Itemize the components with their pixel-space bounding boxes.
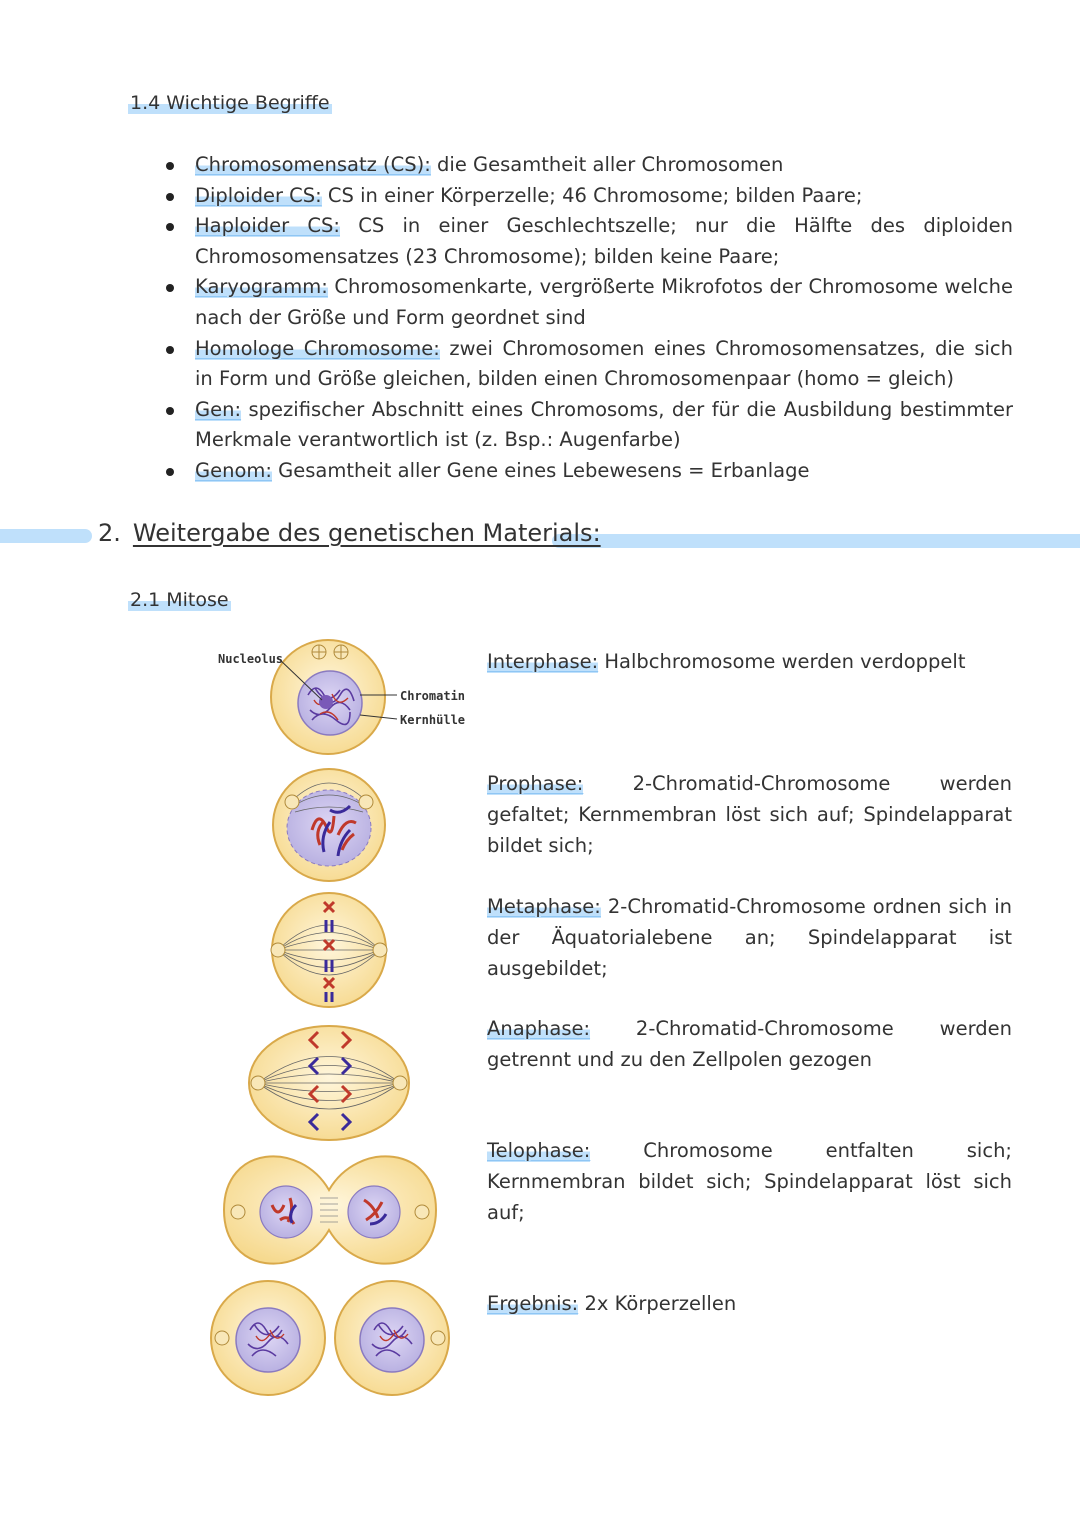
cell-prophase bbox=[273, 769, 385, 881]
phase-anaphase: Anaphase: 2-Chromatid-Chromosome werden getrennt und zu den Zellpolen gezogen bbox=[487, 1017, 1012, 1071]
label-nucleolus: Nucleolus bbox=[218, 652, 284, 666]
section-1-4-heading: 1.4 Wichtige Begriffe bbox=[130, 92, 330, 114]
cell-metaphase bbox=[271, 893, 387, 1007]
heading-bar-left bbox=[0, 529, 92, 543]
cell-telophase bbox=[224, 1156, 436, 1263]
phase-telophase: Telophase: Chromosome entfalten sich; Kernmembran bildet sich; Spindelapparat löst sich auf; bbox=[487, 1139, 1012, 1224]
heading-bar-right bbox=[552, 534, 1080, 548]
phase-ergebnis: Ergebnis: 2x Körperzellen bbox=[487, 1292, 737, 1315]
terms-list bbox=[163, 150, 1013, 487]
list-item: Haploider CS: CS in einer Geschlechtszelle; nur die Hälfte des diploiden Chromosomensatzes (23 Chromosome); bilden keine Paare; bbox=[163, 211, 1013, 272]
label-chromatin: Chromatin bbox=[400, 689, 466, 703]
cell-result-right bbox=[335, 1281, 449, 1395]
section-2-1-heading: 2.1 Mitose bbox=[130, 589, 229, 611]
cell-interphase bbox=[218, 640, 465, 754]
list-item: Chromosomensatz (CS): die Gesamtheit aller Chromosomen bbox=[163, 150, 1013, 181]
list-item: Diploider CS: CS in einer Körperzelle; 46 Chromosome; bilden Paare; bbox=[163, 181, 1013, 212]
phase-prophase: Prophase: 2-Chromatid-Chromosome werden gefaltet; Kernmembran löst sich auf; Spindelapparat bildet sich; bbox=[487, 772, 1012, 857]
list-item: Karyogramm: Chromosomenkarte, vergrößerte Mikrofotos der Chromosome welche nach der Größe und Form geordnet sind bbox=[163, 272, 1013, 333]
list-item: Gen: spezifischer Abschnitt eines Chromosoms, der für die Ausbildung bestimmter Merkmale verantwortlich ist (z. Bsp.: Augenfarbe) bbox=[163, 395, 1013, 456]
list-item: Genom: Gesamtheit aller Gene eines Lebewesens = Erbanlage bbox=[163, 456, 1013, 487]
phase-interphase: Interphase: Halbchromosome werden verdoppelt bbox=[487, 650, 966, 673]
list-item: Homologe Chromosome: zwei Chromosomen eines Chromosomensatzes, die sich in Form und Größe gleichen, bilden einen Chromosomenpaar (homo = gleich) bbox=[163, 334, 1013, 395]
section-2-heading: 2. Weitergabe des genetischen Materials: bbox=[98, 519, 601, 547]
cell-result-left bbox=[211, 1281, 325, 1395]
cell-anaphase bbox=[249, 1026, 409, 1140]
label-kernhuelle: Kernhülle bbox=[400, 713, 466, 727]
mitosis-diagram bbox=[200, 630, 480, 1400]
phase-metaphase: Metaphase: 2-Chromatid-Chromosome ordnen sich in der Äquatorialebene an; Spindelapparat ist ausgebildet; bbox=[487, 895, 1012, 980]
